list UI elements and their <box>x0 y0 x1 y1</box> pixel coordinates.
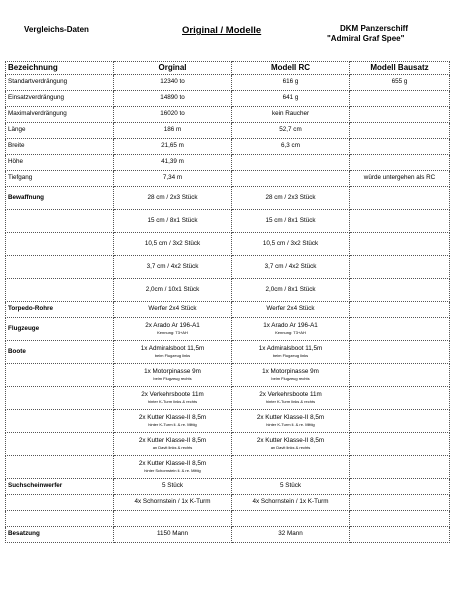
cell-label-text: Boote <box>8 347 26 355</box>
cell-label <box>6 139 114 155</box>
cell-model-rc-note: Kennung: T3+AH <box>275 330 306 336</box>
cell-model-rc-text: 2x Kutter Klasse-II 8,5m <box>256 436 325 444</box>
cell-model-kit <box>350 107 450 123</box>
cell-original <box>114 511 232 527</box>
cell-original-text: 5 Stück <box>162 482 183 490</box>
cell-original-text: 1x Motorpinasse 9m <box>144 367 201 375</box>
column-header-original: Orginal <box>114 62 232 75</box>
cell-original <box>114 123 232 139</box>
cell-original-text: 2x Kutter Klasse-II 8,5m <box>138 436 207 444</box>
cell-label <box>6 210 114 233</box>
table-row <box>6 364 450 387</box>
cell-model-rc-text: 15 cm / 8x1 Stück <box>265 216 316 224</box>
cell-model-rc-text: 4x Schornstein / 1x K-Turm <box>252 498 329 506</box>
cell-original-text: 186 m <box>163 126 182 134</box>
cell-model-rc-text: 3,7 cm / 4x2 Stück <box>264 262 317 270</box>
cell-original <box>114 495 232 511</box>
cell-label <box>6 341 114 364</box>
cell-label <box>6 75 114 91</box>
cell-label <box>6 107 114 123</box>
cell-label <box>6 527 114 543</box>
cell-label <box>6 387 114 410</box>
cell-model-kit <box>350 91 450 107</box>
cell-label-text: Flugzeuge <box>8 324 40 332</box>
cell-label-text: Tiefgang <box>8 174 33 182</box>
comparison-table-body <box>6 62 450 543</box>
cell-label <box>6 511 114 527</box>
cell-original-text: 2x Arado Ar 196-A1 <box>145 321 200 329</box>
cell-model-kit <box>350 456 450 479</box>
column-header-label: Bezeichnung <box>6 62 114 75</box>
cell-original-text: 1150 Mann <box>156 530 189 538</box>
cell-model-rc <box>232 364 350 387</box>
cell-model-rc-text: 1x Admiralsboot 11,5m <box>258 344 323 352</box>
cell-model-rc-note: hinter K-Turm li. & re. Mittig <box>266 422 315 428</box>
table-row <box>6 410 450 433</box>
table-row <box>6 279 450 302</box>
cell-model-rc-text: 5 Stück <box>280 482 301 490</box>
cell-label-text: Höhe <box>8 158 24 166</box>
cell-model-rc <box>232 210 350 233</box>
cell-original-note: Kennung: T3+AH <box>157 330 188 336</box>
cell-label <box>6 318 114 341</box>
cell-original-text: 2x Kutter Klasse-II 8,5m <box>138 413 207 421</box>
cell-label <box>6 495 114 511</box>
table-row <box>6 318 450 341</box>
cell-model-rc <box>232 139 350 155</box>
cell-original <box>114 387 232 410</box>
header-center-title: Original / Modelle <box>182 25 262 36</box>
cell-label <box>6 256 114 279</box>
cell-model-rc <box>232 256 350 279</box>
cell-original-note: beim Flugzeug rechts <box>153 376 192 382</box>
cell-model-rc-note: an Davit links & rechts <box>270 445 311 451</box>
cell-model-rc-text: 28 cm / 2x3 Stück <box>265 193 316 201</box>
cell-label <box>6 187 114 210</box>
cell-model-kit <box>350 410 450 433</box>
cell-original-text: 12340 to <box>160 78 185 86</box>
table-row <box>6 302 450 318</box>
table-row <box>6 75 450 91</box>
cell-model-rc <box>232 456 350 479</box>
cell-original <box>114 364 232 387</box>
cell-model-rc-note: beim Flugzeug links <box>272 353 309 359</box>
cell-model-rc-text: 616 g <box>282 78 299 86</box>
cell-model-kit-text: würde untergehen als RC <box>363 174 436 182</box>
cell-original <box>114 155 232 171</box>
cell-model-rc-text: 52,7 cm <box>279 126 302 134</box>
table-row <box>6 155 450 171</box>
cell-original-note: an Davit links & rechts <box>152 445 193 451</box>
column-header-model-kit: Modell Bausatz <box>350 62 450 75</box>
cell-model-rc-text: 2x Kutter Klasse-II 8,5m <box>256 413 325 421</box>
cell-model-kit <box>350 187 450 210</box>
cell-original-text: 2,0cm / 10x1 Stück <box>145 285 200 293</box>
cell-original <box>114 479 232 495</box>
cell-original-text: 16020 to <box>160 110 185 118</box>
cell-label-text: Besatzung <box>8 530 40 538</box>
cell-label <box>6 456 114 479</box>
cell-model-kit <box>350 318 450 341</box>
cell-original-note: beim Flugzeug links <box>154 353 191 359</box>
cell-model-rc <box>232 341 350 364</box>
cell-original <box>114 233 232 256</box>
cell-model-kit <box>350 387 450 410</box>
cell-model-kit <box>350 302 450 318</box>
table-row <box>6 123 450 139</box>
cell-model-rc <box>232 123 350 139</box>
cell-label-text: Standartverdrängung <box>8 78 68 86</box>
cell-original-text: 1x Admiralsboot 11,5m <box>140 344 205 352</box>
cell-model-rc <box>232 91 350 107</box>
cell-label <box>6 233 114 256</box>
cell-model-rc <box>232 479 350 495</box>
cell-model-kit <box>350 511 450 527</box>
cell-original <box>114 318 232 341</box>
table-row <box>6 456 450 479</box>
cell-original <box>114 256 232 279</box>
cell-original-text: 15 cm / 8x1 Stück <box>147 216 198 224</box>
cell-original <box>114 410 232 433</box>
cell-model-kit <box>350 256 450 279</box>
cell-original-text: Werfer 2x4 Stück <box>148 305 197 313</box>
cell-model-rc-text: 6,3 cm <box>281 142 300 150</box>
cell-original-text: 21,65 m <box>161 142 184 150</box>
cell-label <box>6 364 114 387</box>
cell-original-text: 41,39 m <box>161 158 184 166</box>
table-row <box>6 187 450 210</box>
cell-model-kit <box>350 75 450 91</box>
cell-model-kit <box>350 364 450 387</box>
table-row <box>6 233 450 256</box>
cell-model-kit <box>350 155 450 171</box>
cell-label <box>6 279 114 302</box>
cell-model-kit <box>350 123 450 139</box>
cell-model-rc-note: hinter K-Turm links & rechts <box>265 399 316 405</box>
cell-model-rc-text: 641 g <box>282 94 299 102</box>
cell-label-text: Suchscheinwerfer <box>8 482 63 490</box>
cell-model-kit <box>350 139 450 155</box>
header-left-title: Vergleichs-Daten <box>24 25 89 34</box>
cell-model-kit <box>350 210 450 233</box>
table-row <box>6 479 450 495</box>
cell-original-text: 3,7 cm / 4x2 Stück <box>146 262 199 270</box>
table-row <box>6 91 450 107</box>
table-row <box>6 387 450 410</box>
cell-model-kit <box>350 433 450 456</box>
cell-label-text: Breite <box>8 142 25 150</box>
cell-original-note: hinter K-Turm li. & re. Mittig <box>148 422 197 428</box>
cell-label <box>6 302 114 318</box>
cell-model-rc <box>232 433 350 456</box>
cell-label <box>6 155 114 171</box>
cell-original <box>114 107 232 123</box>
cell-original-note: hinter K-Turm links & rechts <box>147 399 198 405</box>
cell-original-text: 4x Schornstein / 1x K-Turm <box>134 498 211 506</box>
cell-original <box>114 433 232 456</box>
cell-original <box>114 341 232 364</box>
cell-model-rc <box>232 187 350 210</box>
cell-original-text: 10,5 cm / 3x2 Stück <box>144 239 201 247</box>
comparison-table <box>5 61 450 543</box>
table-row <box>6 107 450 123</box>
header-ship-name: "Admiral Graf Spee" <box>327 34 405 43</box>
cell-original <box>114 91 232 107</box>
cell-model-rc <box>232 527 350 543</box>
table-header-row <box>6 62 450 75</box>
cell-original <box>114 302 232 318</box>
cell-model-rc-text: Werfer 2x4 Stück <box>266 305 315 313</box>
table-row <box>6 210 450 233</box>
cell-model-rc-note: beim Flugzeug rechts <box>271 376 310 382</box>
cell-model-rc <box>232 155 350 171</box>
cell-label <box>6 123 114 139</box>
cell-original-text: 14890 to <box>160 94 185 102</box>
cell-original <box>114 456 232 479</box>
cell-label <box>6 433 114 456</box>
cell-model-rc <box>232 302 350 318</box>
cell-model-kit <box>350 233 450 256</box>
cell-model-rc <box>232 233 350 256</box>
cell-original-note: hinter Schornstein li. & re. Mittig <box>144 468 201 474</box>
cell-model-rc-text: 2,0cm / 8x1 Stück <box>265 285 316 293</box>
cell-original <box>114 75 232 91</box>
table-row <box>6 171 450 187</box>
cell-original <box>114 171 232 187</box>
table-row <box>6 495 450 511</box>
table-row <box>6 511 450 527</box>
cell-model-rc <box>232 279 350 302</box>
table-row <box>6 341 450 364</box>
table-row <box>6 139 450 155</box>
cell-model-rc-text: kein Raucher <box>271 110 310 118</box>
column-header-model-rc: Modell RC <box>232 62 350 75</box>
cell-model-kit <box>350 527 450 543</box>
cell-model-rc <box>232 107 350 123</box>
cell-model-kit <box>350 171 450 187</box>
cell-model-rc <box>232 318 350 341</box>
cell-label-text: Bewaffnung <box>8 193 45 201</box>
cell-label <box>6 91 114 107</box>
cell-label <box>6 410 114 433</box>
cell-label-text: Länge <box>8 126 26 134</box>
cell-original <box>114 279 232 302</box>
table-row <box>6 527 450 543</box>
cell-original-text: 2x Verkehrsboote 11m <box>141 390 204 398</box>
cell-model-kit <box>350 341 450 364</box>
cell-original-text: 28 cm / 2x3 Stück <box>147 193 198 201</box>
cell-original-text: 2x Kutter Klasse-II 8,5m <box>138 459 207 467</box>
cell-label-text: Maximalverdrängung <box>8 110 67 118</box>
cell-model-rc-text: 1x Arado Ar 196-A1 <box>263 321 318 329</box>
cell-model-kit <box>350 479 450 495</box>
header-ship-type: DKM Panzerschiff <box>340 24 409 33</box>
cell-model-rc <box>232 511 350 527</box>
cell-original <box>114 527 232 543</box>
cell-original-text: 7,34 m <box>162 174 183 182</box>
cell-model-kit-text: 655 g <box>391 78 408 86</box>
cell-model-rc-text: 32 Mann <box>278 530 303 538</box>
cell-label-text: Torpedo-Rohre <box>8 305 54 313</box>
cell-model-kit <box>350 279 450 302</box>
cell-model-rc-text: 2x Verkehrsboote 11m <box>259 390 322 398</box>
cell-original <box>114 210 232 233</box>
table-row <box>6 256 450 279</box>
cell-model-rc-text: 10,5 cm / 3x2 Stück <box>262 239 319 247</box>
cell-model-rc <box>232 495 350 511</box>
cell-label-text: Einsatzverdrängung <box>8 94 65 102</box>
cell-model-rc-text: 1x Motorpinasse 9m <box>262 367 319 375</box>
cell-model-rc <box>232 410 350 433</box>
cell-original <box>114 187 232 210</box>
table-row <box>6 433 450 456</box>
cell-label <box>6 479 114 495</box>
cell-model-kit <box>350 495 450 511</box>
cell-model-rc <box>232 171 350 187</box>
cell-model-rc <box>232 75 350 91</box>
cell-label <box>6 171 114 187</box>
cell-model-rc <box>232 387 350 410</box>
cell-original <box>114 139 232 155</box>
